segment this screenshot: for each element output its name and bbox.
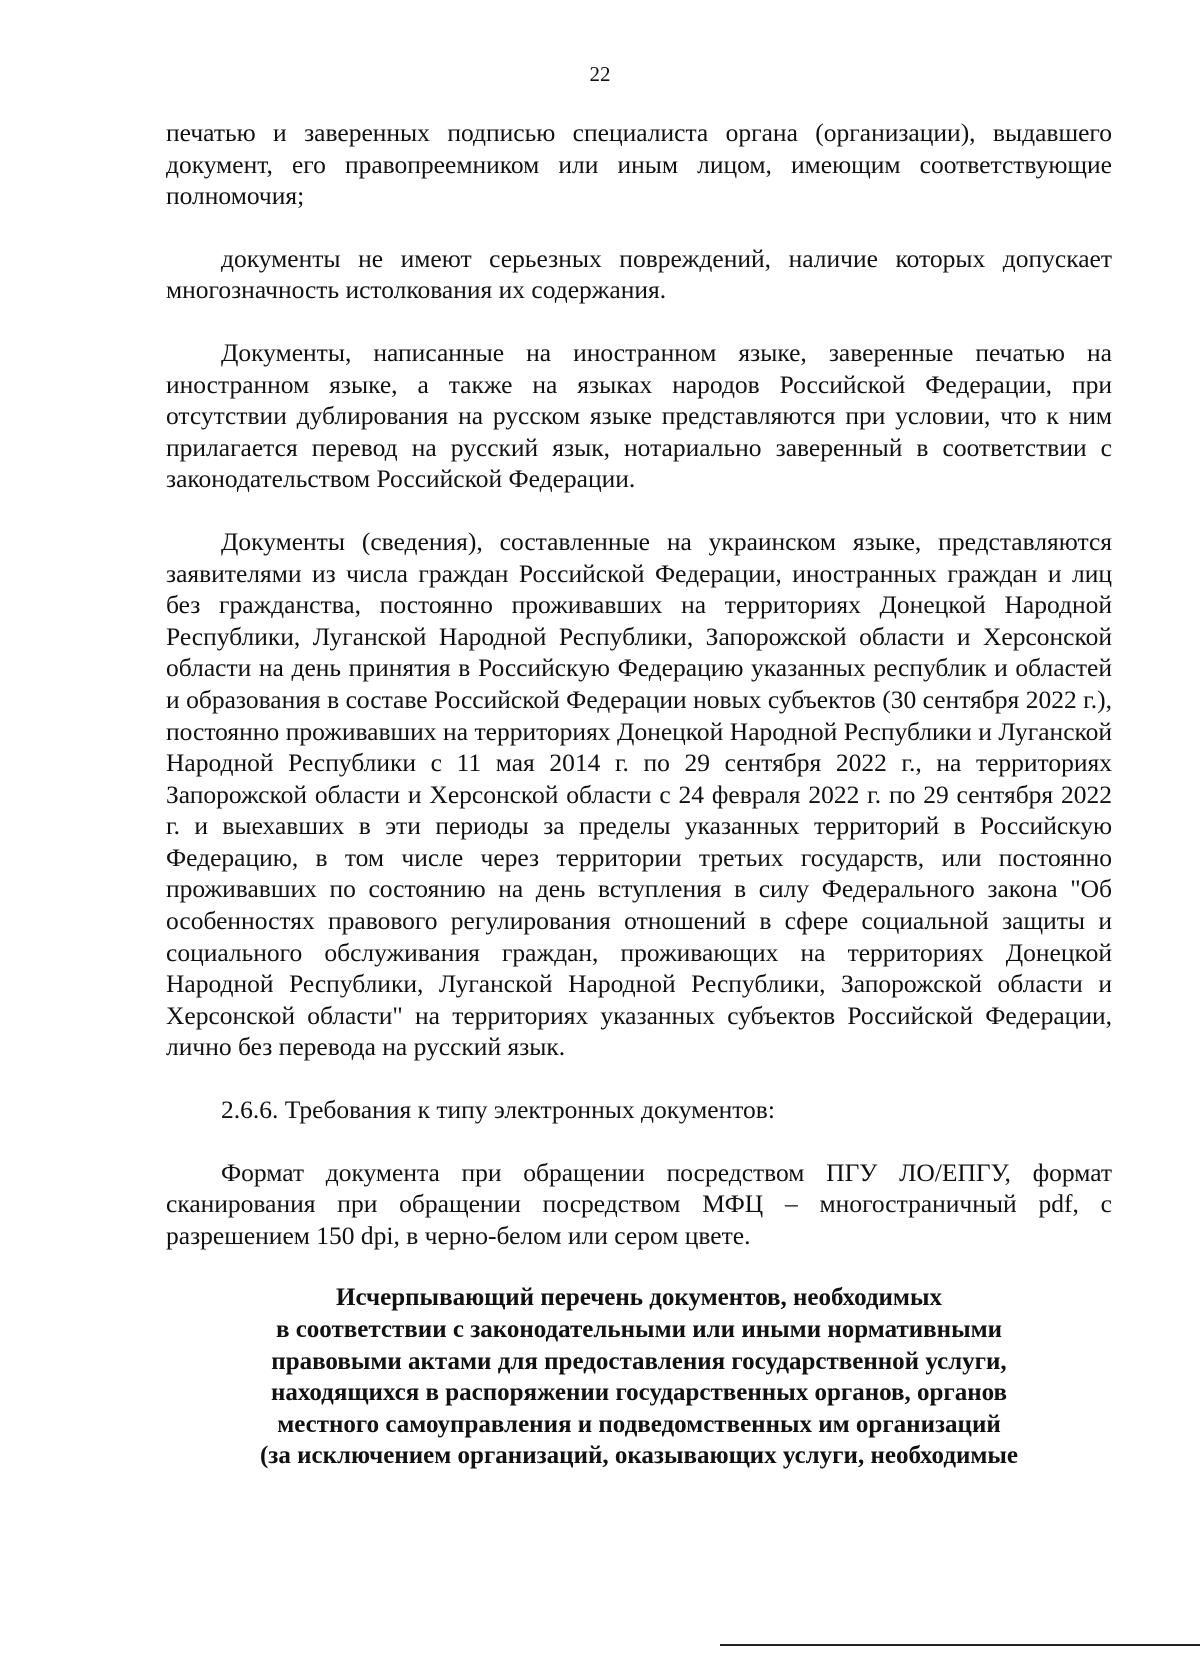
paragraph-damage-requirement: документы не имеют серьезных повреждений, наличие которых допускает многозначность истолкования их содержания. (166, 243, 1112, 305)
paragraph-ukrainian-language: Документы (сведения), составленные на украинском языке, представляются заявителями из числа граждан Российской Федерации, иностранных граждан и лиц без гражданства, постоянно проживавших на территориях Донецкой Народной Республики, Луганской Народной Республики, Запорожской области и Херсонской области на день принятия в Российскую Федерацию указанных республик и областей и образования в составе Российской Федерации новых субъектов (30 сентября 2022 г.), постоянно проживавших на территориях Донецкой Народной Республики и Луганской Народной Республики с 11 мая 2014 г. по 29 сентября 2022 г., на территориях Запорожской области и Херсонской области с 24 февраля 2022 г. по 29 сентября 2022 г. и выехавших в эти периоды за пределы указанных территорий в Российскую Федерацию, в том числе через территории третьих государств, или постоянно проживавших по состоянию на день вступления в силу Федерального закона "Об особенностях правового регулирования отношений в сфере социальной защиты и социального обслуживания граждан, проживающих на территориях Донецкой Народной Республики, Луганской Народной Республики, Запорожской области и Херсонской области" на территориях указанных субъектов Российской Федерации, лично без перевода на русский язык. (166, 526, 1112, 1062)
paragraph-gap (166, 212, 1112, 243)
paragraph-gap (166, 1063, 1112, 1094)
section-heading (166, 1282, 1112, 1472)
bottom-scan-rule (720, 1644, 1200, 1646)
paragraph-section-2-6-6: 2.6.6. Требования к типу электронных документов: (221, 1095, 775, 1125)
paragraph-gap (166, 1126, 1112, 1157)
paragraph-foreign-language: Документы, написанные на иностранном языке, заверенные печатью на иностранном языке, а также на языках народов Российской Федерации, при отсутствии дублирования на русском языке представляются при условии, что к ним прилагается перевод на русский язык, нотариально заверенный в соответствии с законодательством Российской Федерации. (166, 337, 1112, 494)
page-content (166, 117, 1112, 1472)
heading-line: правовыми актами для предоставления государственной услуги, (271, 1347, 1007, 1375)
page-number: 22 (589, 62, 611, 86)
heading-line: местного самоуправления и подведомственных им организаций (277, 1410, 1001, 1438)
paragraph-gap (166, 495, 1112, 526)
heading-line: находящихся в распоряжении государственных органов, органов (270, 1379, 1008, 1407)
heading-line: в соответствии с законодательными или иными нормативными (275, 1316, 1003, 1343)
heading-line: (за исключением организаций, оказывающих услуги, необходимые (259, 1442, 1019, 1470)
paragraph-continuation: печатью и заверенных подписью специалиста органа (организации), выдавшего документ, его правопреемником или иным лицом, имеющим соответствующие полномочия; (166, 118, 1112, 211)
paragraph-document-format: Формат документа при обращении посредством ПГУ ЛО/ЕПГУ, формат сканирования при обращении посредством МФЦ – многостраничный pdf, с разрешением 150 dpi, в черно-белом или сером цвете. (166, 1157, 1112, 1250)
heading-line: Исчерпывающий перечень документов, необходимых (336, 1284, 942, 1312)
paragraph-gap (166, 1251, 1112, 1282)
paragraph-gap (166, 306, 1112, 337)
